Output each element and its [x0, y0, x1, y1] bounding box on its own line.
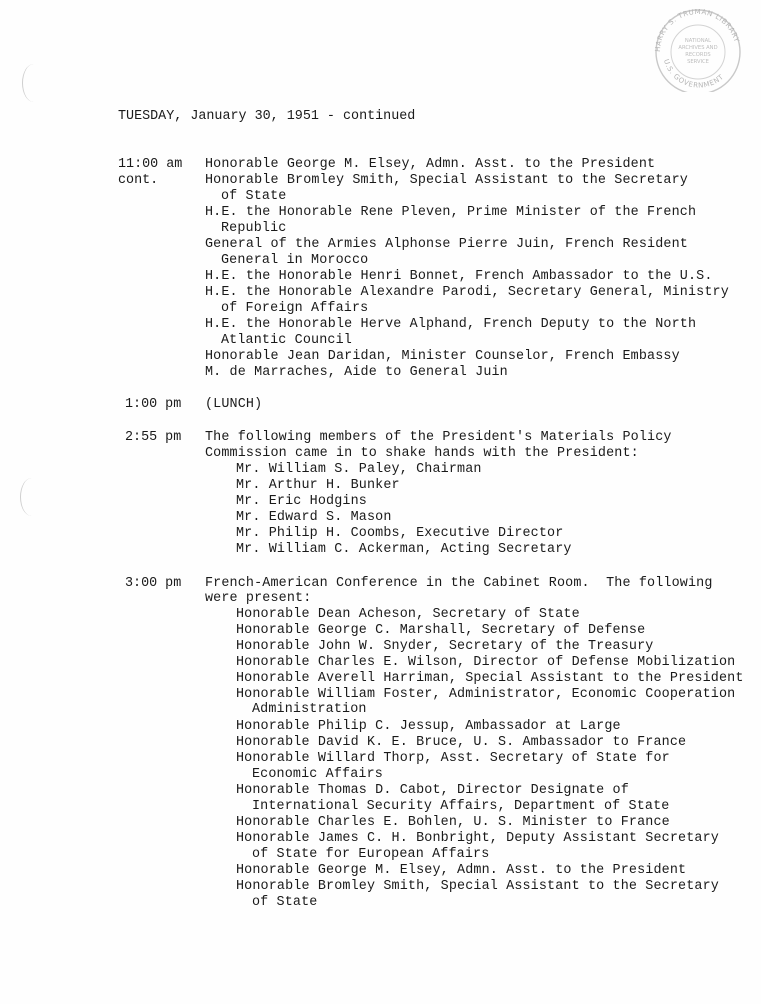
archive-stamp [646, 4, 750, 92]
entry-line: General in Morocco [221, 253, 369, 268]
entry-line: Economic Affairs [252, 767, 383, 782]
entry-line: Mr. Philip H. Coombs, Executive Director [236, 526, 564, 541]
entry-line: of State [221, 189, 287, 204]
entry-line: of State for European Affairs [252, 847, 490, 862]
entry-time-continued: cont. [118, 173, 159, 188]
entry-line: Mr. William C. Ackerman, Acting Secretary [236, 542, 572, 557]
entry-time: 1:00 pm [125, 397, 182, 412]
entry-line: (LUNCH) [205, 397, 263, 412]
punch-hole-middle [20, 478, 43, 516]
stamp-inner-line: SERVICE [687, 59, 709, 65]
entry-line: Honorable Thomas D. Cabot, Director Designate of [236, 783, 629, 798]
entry-line: Honorable William Foster, Administrator, Economic Cooperation [236, 687, 736, 702]
entry-line: H.E. the Honorable Rene Pleven, Prime Minister of the French [205, 205, 697, 220]
entry-line: Honorable Dean Acheson, Secretary of State [236, 607, 580, 622]
entry-line: Mr. Edward S. Mason [236, 510, 392, 525]
entry-line: Mr. William S. Paley, Chairman [236, 462, 482, 477]
entry-line: Honorable Willard Thorp, Asst. Secretary of State for [236, 751, 670, 766]
page-heading: TUESDAY, January 30, 1951 - continued [118, 109, 416, 124]
entry-line: The following members of the President's Materials Policy [205, 430, 672, 445]
entry-line: Honorable Philip C. Jessup, Ambassador at Large [236, 719, 621, 734]
entry-time: 3:00 pm [125, 576, 182, 591]
entry-line: Honorable Charles E. Wilson, Director of Defense Mobilization [236, 655, 736, 670]
stamp-inner-line: RECORDS [685, 52, 711, 58]
entry-line: H.E. the Honorable Henri Bonnet, French Ambassador to the U.S. [205, 269, 713, 284]
entry-line: Mr. Eric Hodgins [236, 494, 367, 509]
entry-line: H.E. the Honorable Herve Alphand, French Deputy to the North [205, 317, 697, 332]
entry-line: Honorable Charles E. Bohlen, U. S. Minister to France [236, 815, 670, 830]
entry-line: Honorable James C. H. Bonbright, Deputy Assistant Secretary [236, 831, 719, 846]
entry-time: 2:55 pm [125, 430, 182, 445]
entry-line: M. de Marraches, Aide to General Juin [205, 365, 508, 380]
entry-line: of State [252, 895, 318, 910]
entry-line: Honorable George C. Marshall, Secretary of Defense [236, 623, 646, 638]
entry-line: Honorable Bromley Smith, Special Assistant to the Secretary [205, 173, 688, 188]
entry-line: Honorable David K. E. Bruce, U. S. Ambassador to France [236, 735, 687, 750]
entry-line: Atlantic Council [221, 333, 352, 348]
entry-line: H.E. the Honorable Alexandre Parodi, Secretary General, Ministry [205, 285, 729, 300]
stamp-outer-bottom-text: U.S. GOVERNMENT [661, 58, 726, 90]
entry-line: Administration [252, 702, 367, 717]
entry-line: Honorable John W. Snyder, Secretary of the Treasury [236, 639, 654, 654]
entry-line: Commission came in to shake hands with the President: [205, 446, 639, 461]
entry-line: General of the Armies Alphonse Pierre Juin, French Resident [205, 237, 688, 252]
entry-line: Honorable Bromley Smith, Special Assistant to the Secretary [236, 879, 719, 894]
stamp-inner-line: ARCHIVES AND [678, 45, 718, 51]
entry-line: Honorable George M. Elsey, Admn. Asst. to the President [236, 863, 687, 878]
entry-line: Honorable George M. Elsey, Admn. Asst. to the President [205, 157, 656, 172]
entry-line: French-American Conference in the Cabinet Room. The following [205, 576, 713, 591]
entry-line: were present: [205, 591, 312, 606]
entry-line: Honorable Averell Harriman, Special Assistant to the President [236, 671, 744, 686]
entry-line: Republic [221, 221, 287, 236]
entry-line: of Foreign Affairs [221, 301, 369, 316]
stamp-inner-line: NATIONAL [684, 38, 712, 44]
stamp-outer-top-text: HARRY S. TRUMAN LIBRARY [653, 7, 741, 53]
entry-time: 11:00 am [118, 157, 183, 172]
entry-line: Honorable Jean Daridan, Minister Counselor, French Embassy [205, 349, 680, 364]
entry-line: Mr. Arthur H. Bunker [236, 478, 400, 493]
entry-line: International Security Affairs, Department of State [252, 799, 670, 814]
punch-hole-top [22, 64, 45, 102]
